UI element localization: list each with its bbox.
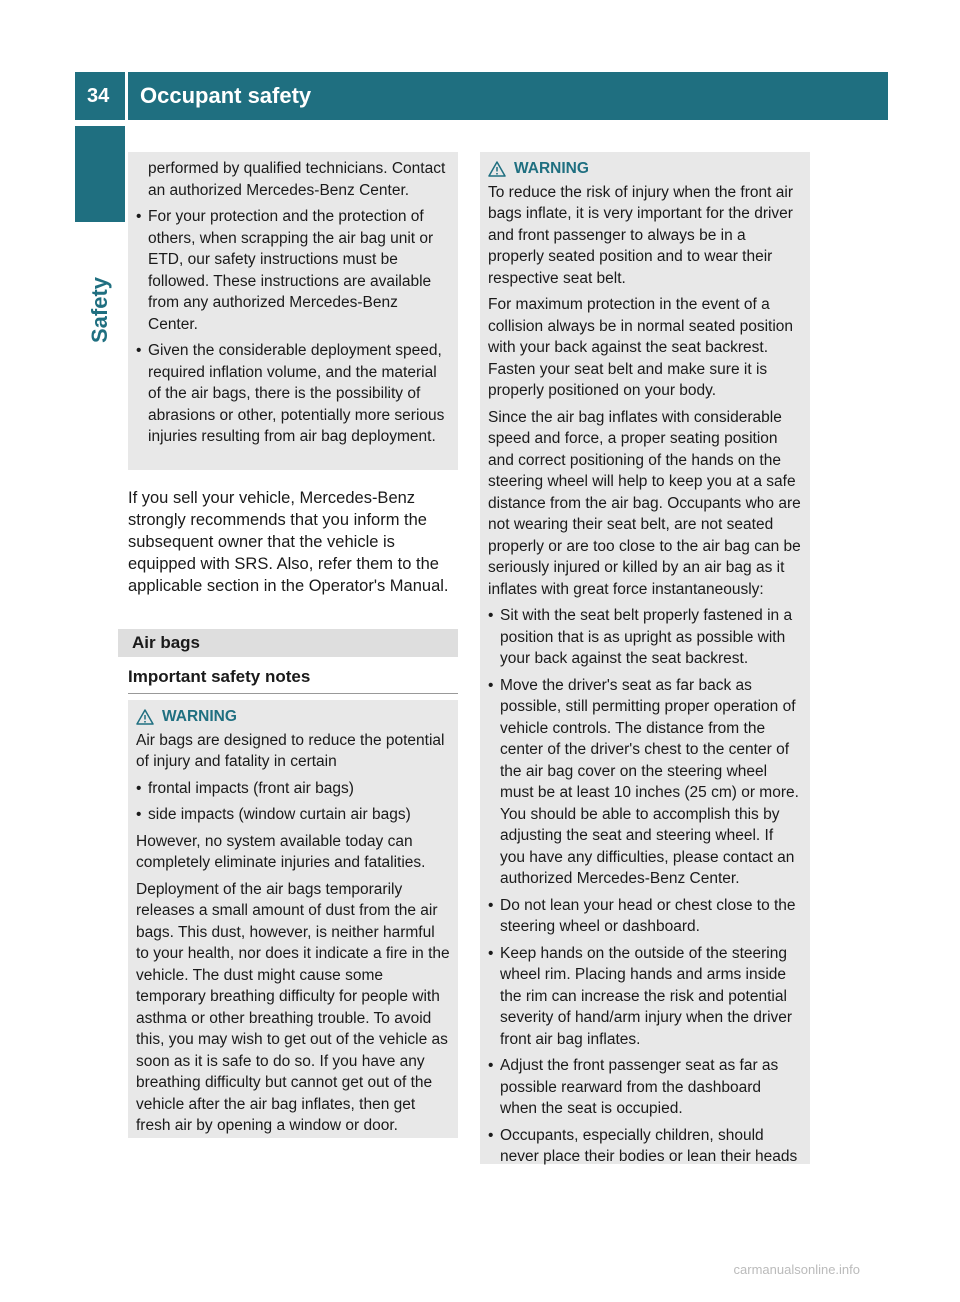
- continuation-lead: performed by qualified technicians. Contact an authorized Mercedes-Benz Center.: [148, 160, 446, 199]
- warning-box-right: [480, 152, 810, 1164]
- list-item: • For your protection and the protection of others, when scrapping the air bag unit or ETD, our safety instructions must be followed. These instructions are available from any authorized Mercedes-Benz Center.: [136, 206, 450, 335]
- list-item: • Occupants, especially children, should never place their bodies or lean their heads: [488, 1125, 802, 1168]
- list-item: • side impacts (window curtain air bags): [136, 804, 450, 826]
- warning-header: [136, 706, 450, 728]
- list-item: • Given the considerable deployment speed, required inflation volume, and the material of the air bags, there is the possibility of abrasions or other, potentially more serious injuries resulting from air bag deployment.: [136, 340, 450, 448]
- side-tab-label: Safety: [87, 276, 112, 344]
- section-title: Occupant safety: [128, 72, 888, 120]
- list-item: • Do not lean your head or chest close to the steering wheel or dashboard.: [488, 895, 802, 938]
- list-item: • frontal impacts (front air bags): [136, 778, 450, 800]
- page-number: 34: [75, 72, 125, 120]
- section-heading-air-bags: Air bags: [118, 629, 458, 657]
- warning-paragraph: Deployment of the air bags temporarily releases a small amount of dust from the air bags. This dust, however, is neither harmful to your health, nor does it indicate a fire in the vehicle. The dust might cause some temporary breathing difficulty for people with asthma or other breathing trouble. To avoid this, you may wish to get out of the vehicle as soon as it is safe to do so. If you have any breathing difficulty but cannot get out of the vehicle after the air bag inflates, then get fresh air by opening a window or door.: [136, 880, 450, 1134]
- warning-bullets: [488, 605, 802, 1168]
- warning-bullets: [136, 778, 450, 826]
- warning-paragraph: However, no system available today can completely eliminate injuries and fatalities.: [136, 832, 426, 871]
- resale-text: If you sell your vehicle, Mercedes-Benz strongly recommends that you inform the subsequent owner that the vehicle is equipped with SRS. Also, refer them to the applicable section in the Operator's Manual.: [128, 489, 449, 595]
- warning-intro: Air bags are designed to reduce the potential of injury and fatality in certain: [136, 731, 445, 770]
- side-tab-block: [75, 126, 125, 222]
- warning-triangle-icon: [488, 161, 506, 177]
- warning-paragraph: For maximum protection in the event of a collision always be in normal seated position with your back against the seat backrest. Fasten your seat belt and make sure it is properly positioned on your body.: [488, 296, 793, 399]
- warning-triangle-icon: [136, 709, 154, 725]
- continuation-box: [128, 152, 458, 470]
- footer-watermark: carmanualsonline.info: [733, 1262, 860, 1277]
- list-item: • Keep hands on the outside of the steering wheel rim. Placing hands and arms inside the rim can increase the risk and potential severity of hand/arm injury when the driver front air bag inflates.: [488, 943, 802, 1051]
- warning-paragraph: To reduce the risk of injury when the front air bags inflate, it is very important for the driver and front passenger to always be in a properly seated position and to wear their respective seat belt.: [488, 183, 793, 287]
- warning-paragraph: Since the air bag inflates with considerable speed and force, a proper seating position and correct positioning of the hands on the steering wheel will help to keep you at a safe distance from the air bag. Occupants who are not wearing their seat belt, are not seated properly or are too close to the air bag can be seriously injured or killed by an air bag as it inflates with great force instantaneously:: [488, 408, 801, 598]
- list-item: • Sit with the seat belt properly fastened in a position that is as upright as possible with your back against the seat backrest.: [488, 605, 802, 670]
- resale-paragraph: [128, 487, 458, 597]
- subheading-safety-notes: Important safety notes: [128, 667, 458, 694]
- list-item: • Adjust the front passenger seat as far as possible rearward from the dashboard when the seat is occupied.: [488, 1055, 802, 1120]
- continuation-bullets: [136, 206, 450, 448]
- warning-label: WARNING: [514, 160, 589, 177]
- warning-header: [488, 158, 802, 180]
- warning-label: WARNING: [162, 708, 237, 725]
- warning-box-left: [128, 700, 458, 1138]
- list-item: • Move the driver's seat as far back as possible, still permitting proper operation of vehicle controls. The distance from the center of the driver's chest to the center of the air bag cover on the steering wheel must be at least 10 inches (25 cm) or more. You should be able to accomplish this by adjusting the seat and steering wheel. If you have any difficulties, please contact an authorized Mercedes-Benz Center.: [488, 675, 802, 890]
